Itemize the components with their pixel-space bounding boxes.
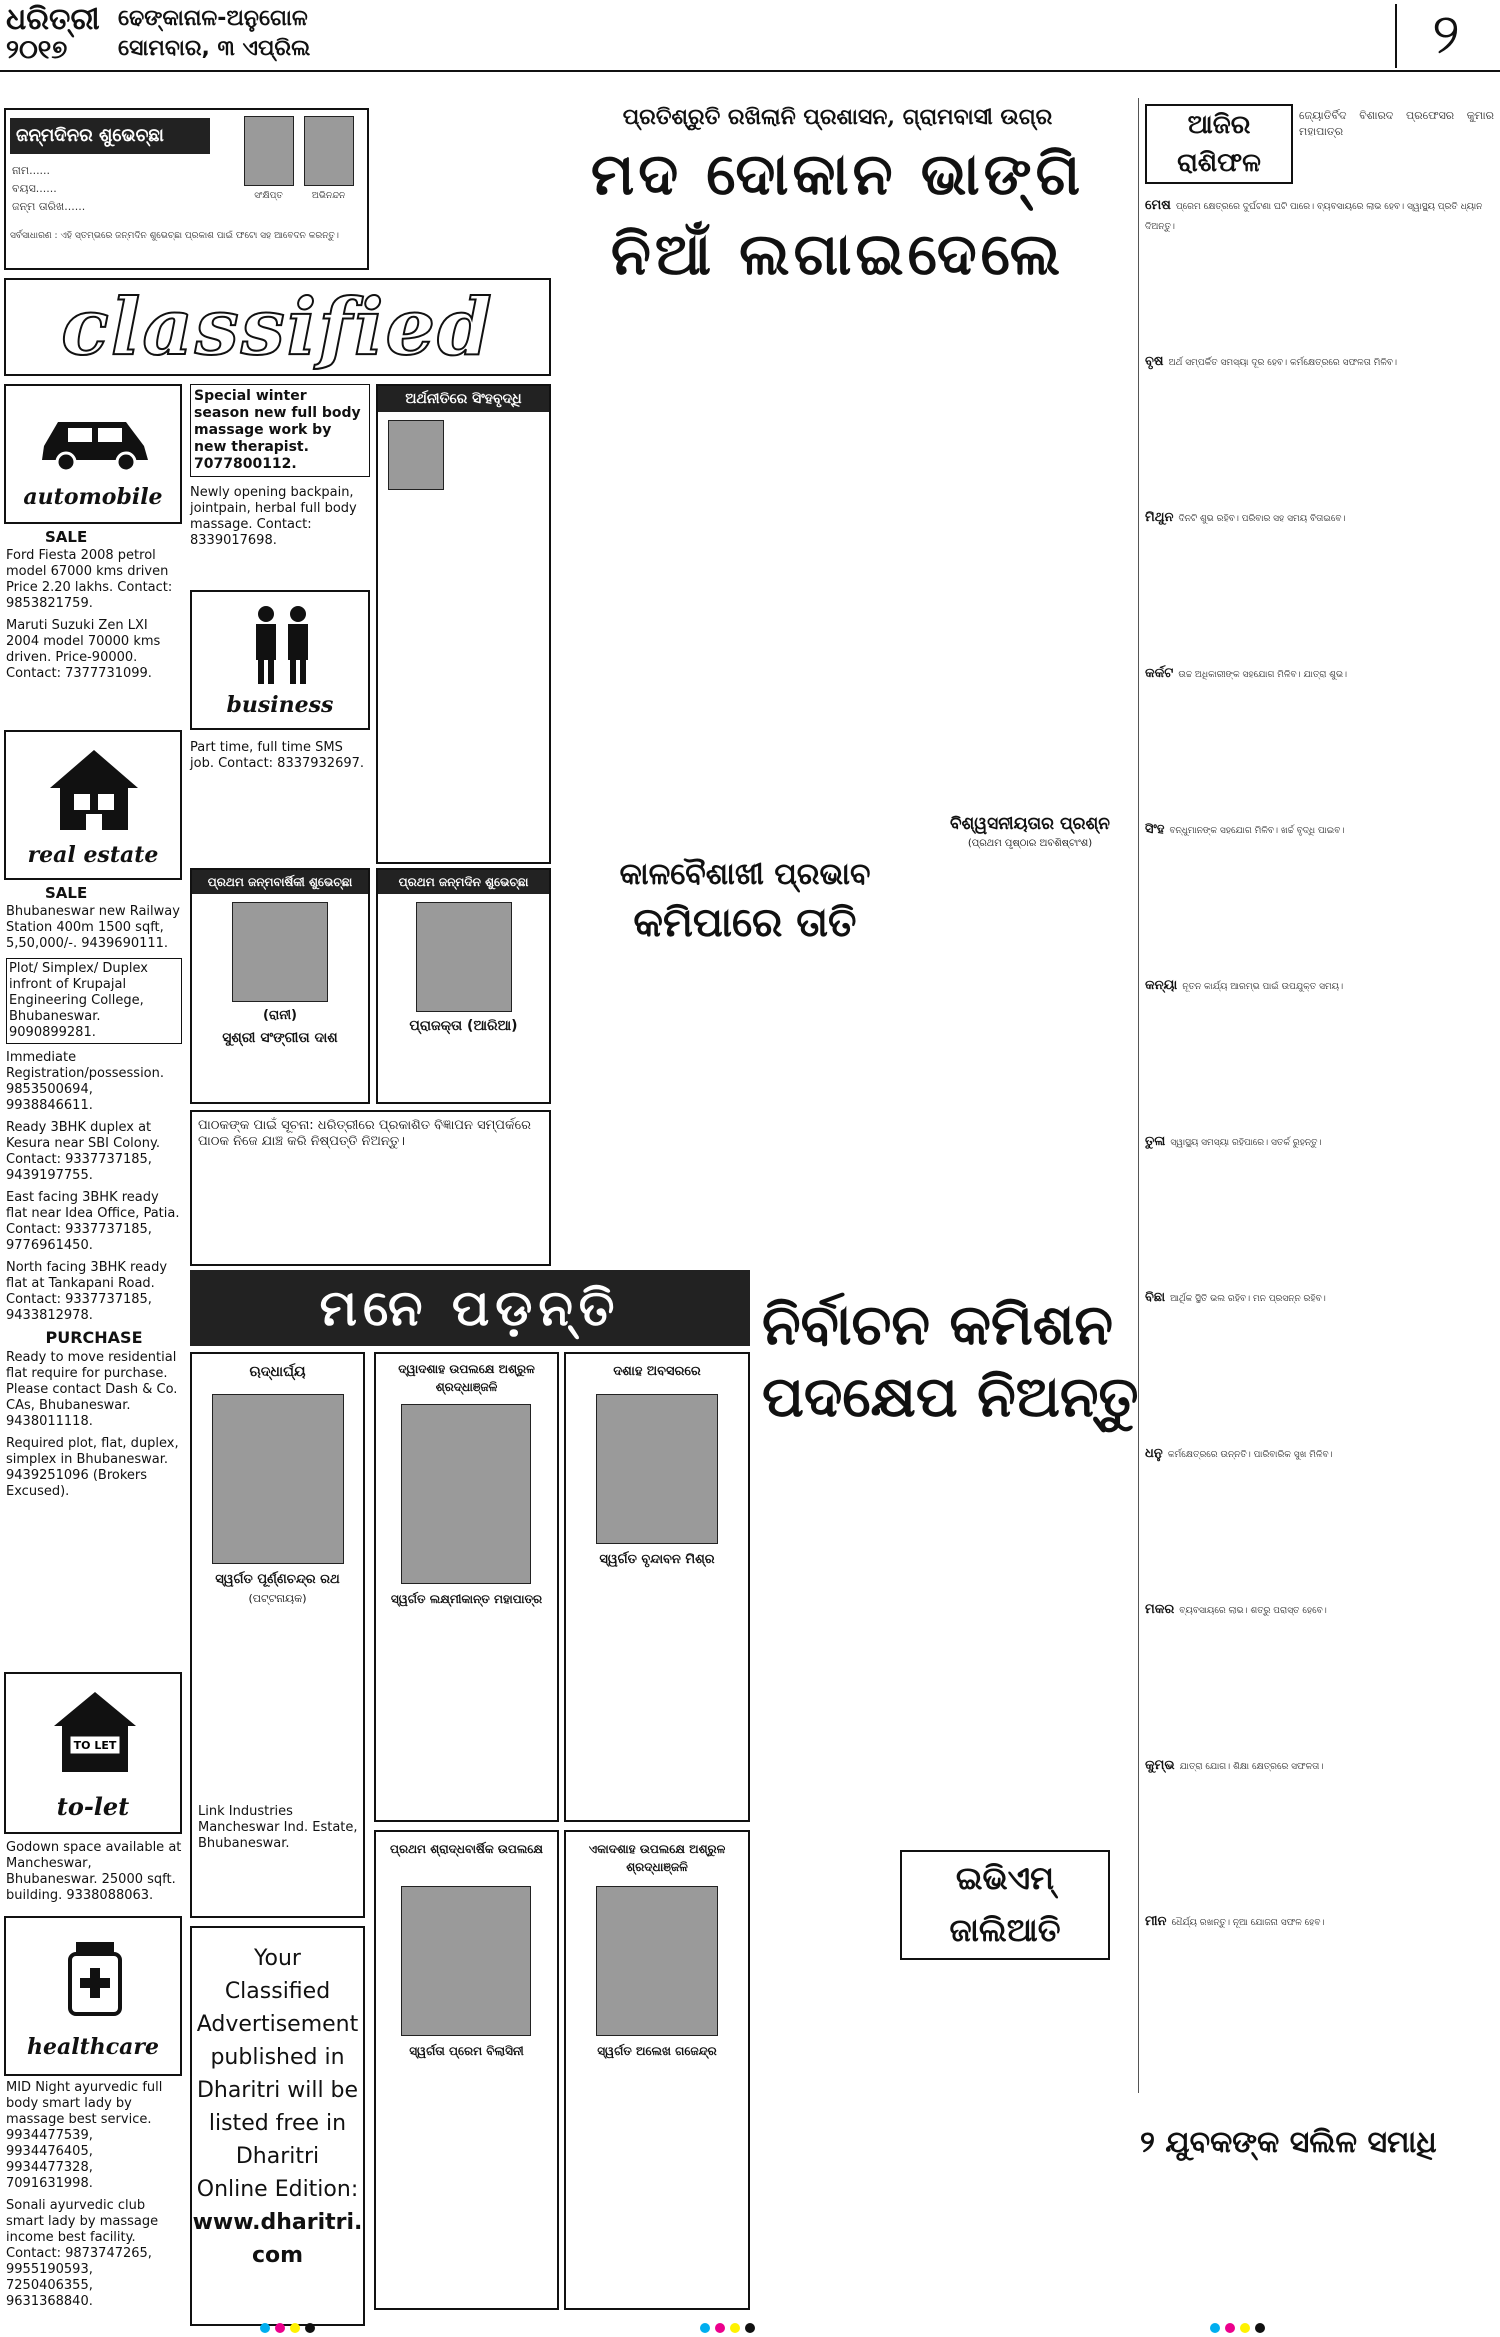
economy-ad-photo <box>388 420 444 490</box>
sign-libra <box>1145 1130 1495 1280</box>
free-ad-l5: Dharitri will be <box>196 2078 359 2103</box>
weather-kicker: କାଳବୈଶାଖୀ ପ୍ରଭାବ <box>619 857 871 892</box>
sign-taurus-name: ବୃଷ <box>1145 354 1164 369</box>
memorial-5-photo <box>596 1886 718 2036</box>
business-box <box>190 590 370 730</box>
memorial-1-tag: ଋଦ୍ଧାର୍ଘ୍ୟ <box>249 1364 306 1380</box>
photo-caption-1: ସଂକ୍ଷିପ୍ତ <box>254 191 283 201</box>
economy-ad-box <box>376 384 551 864</box>
free-ad-url-1[interactable]: www.dharitri. <box>192 2210 363 2235</box>
medicine-icon <box>50 1932 140 2022</box>
auto-ad-1: Ford Fiesta 2008 petrol model 67000 kms driven Price 2.20 lakhs. Contact: 9853821759. <box>6 548 173 611</box>
memorial-4-text <box>382 2068 552 2298</box>
memorial-1-ad: Link Industries Mancheswar Ind. Estate, Bhubaneswar. <box>198 1804 358 1851</box>
sign-aries-name: ମେଷ <box>1145 198 1171 213</box>
page-number: ୨ <box>1395 4 1495 68</box>
memorial-3-name: ସ୍ୱର୍ଗତ ବୃନ୍ଦାବନ ମିଶ୍ର <box>599 1552 715 1567</box>
re-ad-6: North facing 3BHK ready flat at Tankapani Road. Contact: 9337737185, 9433812978. <box>6 1260 168 1323</box>
to-let-box <box>4 1672 182 1834</box>
health-ads <box>6 2080 182 2309</box>
memorial-2-text <box>382 1616 552 1816</box>
sign-cancer-name: କର୍କଟ <box>1145 666 1174 681</box>
economy-ad-snippet <box>448 420 546 490</box>
sign-libra-name: ତୁଳା <box>1145 1134 1166 1149</box>
col2-ad-1: Special winter season new full body massage work by new therapist. 7077800112. <box>190 384 370 477</box>
lead-kicker: ପ୍ରତିଶ୍ରୁତି ରଖିଲାନି ପ୍ରଶାସନ, ଗ୍ରାମବାସୀ ଉଗ୍ର <box>622 104 1053 130</box>
memorial-2-name: ସ୍ୱର୍ଗତ ଲକ୍ଷ୍ମୀକାନ୍ତ ମହାପାତ୍ର <box>390 1592 543 1606</box>
classified-banner: classified <box>4 278 551 376</box>
purchase-heading: PURCHASE <box>45 1328 143 1347</box>
sign-leo-name: ସିଂହ <box>1145 822 1165 837</box>
automobile-box <box>4 384 182 524</box>
field-age: ବୟସ...... <box>12 182 57 195</box>
sign-gemini-name: ମିଥୁନ <box>1145 510 1174 525</box>
car-icon <box>36 400 154 470</box>
memorial-3-photo <box>596 1394 718 1544</box>
memorial-1-name: ସ୍ୱର୍ଗତ ପୂର୍ଣ୍ଣଚନ୍ଦ୍ର ରଥ <box>215 1572 340 1587</box>
memorial-4-tag: ପ୍ରଥମ ଶ୍ରାଦ୍ଧବାର୍ଷିକ ଉପଲକ୍ଷେ <box>390 1842 543 1856</box>
sign-virgo-text: ନୂତନ କାର୍ଯ୍ୟ ଆରମ୍ଭ ପାଇଁ ଉପଯୁକ୍ତ ସମୟ। <box>1182 982 1344 992</box>
free-ad-l1: Your <box>254 1946 301 1971</box>
sale-heading-1: SALE <box>45 528 88 546</box>
sign-cancer-text: ଉଚ୍ଚ ଅଧିକାରୀଙ୍କ ସହଯୋଗ ମିଳିବ। ଯାତ୍ରା ଶୁଭ। <box>1178 670 1348 680</box>
sign-taurus-text: ଅର୍ଥ ସମ୍ପର୍କିତ ସମସ୍ୟା ଦୂର ହେବ। କର୍ମକ୍ଷେତ୍ରରେ ସଫଳତା ମିଳିବ। <box>1168 358 1398 368</box>
registration-marks-1 <box>260 2318 320 2332</box>
first-birthday-title-1: ପ୍ରଥମ ଜନ୍ମବାର୍ଷିକୀ ଶୁଭେଚ୍ଛା <box>192 870 368 894</box>
horoscope-list <box>1145 194 1495 2074</box>
evm-line-1: ଇଭିଏମ୍ <box>955 1859 1055 1897</box>
child-name-1: ସୁଶ୍ରୀ ସଂଙ୍ଗୀତା ଦାଶ <box>222 1030 338 1046</box>
memorial-5-name: ସ୍ୱର୍ଗତ ଅଲେଖ ଗଜେନ୍ଦ୍ର <box>597 2044 717 2058</box>
child-photo-2 <box>416 902 512 1012</box>
memorial-5-tag: ଏକାଦଶାହ ଉପଲକ୍ଷେ ଅଶ୍ରୁଳ ଶ୍ରଦ୍ଧାଞ୍ଜଳି <box>588 1842 726 1874</box>
registration-marks-2 <box>700 2318 760 2332</box>
free-ad-l4: published in <box>210 2045 345 2070</box>
sign-leo <box>1145 818 1495 968</box>
first-birthday-title-2: ପ୍ରଥମ ଜନ୍ମଦିନ ଶୁଭେଚ୍ଛା <box>378 870 549 894</box>
lead-headline-2: ନିଆଁ ଲଗାଇଦେଲେ <box>610 220 1065 288</box>
drown-story-body <box>1142 2170 1496 2310</box>
to-let-house-icon <box>50 1686 140 1776</box>
date-label: ସୋମବାର, ୩ ଏପ୍ରିଲ <box>118 36 311 61</box>
weather-headline: କମିପାରେ ତାତି <box>633 899 857 946</box>
col2-ad-3: Part time, full time SMS job. Contact: 8337932697. <box>190 740 365 771</box>
masthead-rule <box>0 70 1500 72</box>
registration-marks-3 <box>1210 2318 1270 2332</box>
re-ad-4: Ready 3BHK duplex at Kesura near SBI Colony. Contact: 9337737185, 9439197755. <box>6 1120 160 1183</box>
horoscope-title <box>1145 104 1293 184</box>
sign-aquarius <box>1145 1754 1495 1904</box>
memorial-2 <box>374 1352 559 1822</box>
birthday-note: ସର୍ବସାଧାରଣ : ଏହି ସ୍ତମ୍ଭରେ ଜନ୍ମଦିନ ଶୁଭେଚ୍ଛା ପ୍ରକାଶ ପାଇଁ ଫଟୋ ସହ ଆବେଦନ କରନ୍ତୁ। <box>10 231 339 241</box>
sign-sagittarius-name: ଧନୁ <box>1145 1446 1163 1461</box>
economy-ad-title: ଅର୍ଥନୀତିରେ ସିଂହବୃଦ୍ଧି <box>378 386 549 412</box>
sign-sagittarius <box>1145 1442 1495 1592</box>
memorial-1-photo <box>212 1394 344 1564</box>
col2-ad-2: Newly opening backpain, jointpain, herbal full body massage. Contact: 8339017698. <box>190 485 357 548</box>
sign-scorpio-name: ବିଛା <box>1145 1290 1166 1305</box>
free-ad-l8: Online Edition: <box>196 2177 359 2202</box>
birthday-box <box>4 108 369 270</box>
drown-headline: ୨ ଯୁବକଙ୍କ ସଲିଳ ସମାଧି <box>1140 2125 1437 2160</box>
logo-text: ଧରିତ୍ରୀ <box>6 2 100 37</box>
memorial-5 <box>564 1830 750 2310</box>
memorial-3 <box>564 1352 750 1822</box>
sign-pisces-name: ମୀନ <box>1145 1914 1167 1929</box>
birthday-photo-2 <box>304 116 354 186</box>
child-photo-1 <box>232 902 328 1002</box>
automobile-label: automobile <box>23 484 163 510</box>
lead-headline-1: ମଦ ଦୋକାନ ଭାଙ୍ଗି <box>590 140 1085 208</box>
free-ad-url-2[interactable]: com <box>251 2243 304 2268</box>
free-ad-l3: Advertisement <box>196 2012 359 2037</box>
memorial-4-name: ସ୍ୱର୍ଗତା ପ୍ରେମ ବିଲାସିନୀ <box>409 2044 524 2058</box>
purchase-ad-1: Ready to move residential flat require for purchase. Please contact Dash & Co. CAs, Bhubaneswar. 9438011118. <box>6 1350 178 1429</box>
sign-taurus <box>1145 350 1495 500</box>
sign-gemini-text: ଦିନଟି ଶୁଭ ରହିବ। ପରିବାର ସହ ସମୟ ବିତାଇବେ। <box>1178 514 1346 524</box>
free-ad-text <box>192 1942 363 2322</box>
ec-headline-1: ନିର୍ବାଚନ କମିଶନ <box>762 1292 1113 1358</box>
memorial-2-photo <box>401 1404 531 1584</box>
sign-cancer <box>1145 662 1495 812</box>
weather-story-body <box>562 960 928 1260</box>
horoscope-column <box>1138 98 1500 2093</box>
auto-ad-2: Maruti Suzuki Zen LXI 2004 model 70000 kms driven. Price-90000. Contact: 7377731099. <box>6 618 161 681</box>
sign-virgo <box>1145 974 1495 1124</box>
sign-aquarius-name: କୁମ୍ଭ <box>1145 1758 1175 1773</box>
photo-caption-2: ଅଭିନନ୍ଦନ <box>311 191 346 201</box>
memorial-4 <box>374 1830 559 2310</box>
sign-capricorn-name: ମକର <box>1145 1602 1175 1617</box>
free-ad-l2: Classified <box>224 1979 331 2004</box>
sign-pisces-text: ଧୈର୍ଯ୍ୟ ରଖନ୍ତୁ। ନୂଆ ଯୋଜନା ସଫଳ ହେବ। <box>1171 1918 1325 1928</box>
re-ad-5: East facing 3BHK ready flat near Idea Office, Patia. Contact: 9337737185, 9776961450. <box>6 1190 180 1253</box>
field-name: ନାମ...... <box>12 164 51 177</box>
healthcare-label: healthcare <box>27 2034 159 2060</box>
house-icon <box>44 744 144 834</box>
first-birthday-box-1 <box>190 868 370 1104</box>
sign-sagittarius-text: କର୍ମକ୍ଷେତ୍ରରେ ଉନ୍ନତି। ପାରିବାରିକ ସୁଖ ମିଳିବ। <box>1167 1450 1333 1460</box>
child-nick-1: (ରାନୀ) <box>262 1008 297 1023</box>
sign-libra-text: ସ୍ୱାସ୍ଥ୍ୟ ସମସ୍ୟା ରହିପାରେ। ସତର୍କ ରୁହନ୍ତୁ। <box>1170 1138 1322 1148</box>
health-ad-1: MID Night ayurvedic full body smart lady by massage best service. 9934477539, 9934476405, 9934477328, 7091631998. <box>6 2080 163 2191</box>
memorial-banner: ମନେ ପଡ଼ନ୍ତି <box>190 1270 750 1346</box>
health-ad-2: Sonali ayurvedic club smart lady by massage income best facility. Contact: 9873747265, 9955190593, 7250406355, 9631368840. <box>6 2198 159 2309</box>
free-ad-l6: listed free in <box>208 2111 347 2136</box>
trust-sub: (ପ୍ରଥମ ପୃଷ୍ଠାର ଅବଶିଷ୍ଟାଂଶ) <box>967 838 1093 849</box>
real-estate-box <box>4 730 182 880</box>
memorial-4-photo <box>401 1886 531 2036</box>
evm-box <box>900 1850 1110 1960</box>
sign-scorpio <box>1145 1286 1495 1436</box>
birthday-photo-1 <box>244 116 294 186</box>
business-label: business <box>226 692 334 718</box>
horoscope-title-1: ଆଜିର <box>1187 110 1251 140</box>
child-name-2: ପ୍ରାଜକ୍ତା (ଆରିଆ) <box>409 1018 518 1034</box>
first-birthday-box-2 <box>376 868 551 1104</box>
sign-leo-text: ବନ୍ଧୁମାନଙ୍କ ସହଯୋଗ ମିଳିବ। ଖର୍ଚ୍ଚ ବୃଦ୍ଧି ପାଇବ। <box>1169 826 1345 836</box>
field-dob: ଜନ୍ମ ତାରିଖ...... <box>12 200 86 213</box>
free-ad-box <box>190 1926 365 2326</box>
masthead-info <box>118 4 538 66</box>
sign-capricorn <box>1145 1598 1495 1748</box>
sign-aries <box>1145 194 1495 344</box>
sign-capricorn-text: ବ୍ୟବସାୟରେ ଲାଭ। ଶତ୍ରୁ ପରାସ୍ତ ହେବେ। <box>1179 1606 1327 1616</box>
to-let-label: to-let <box>56 1792 130 1821</box>
memorial-3-tag: ଦଶାହ ଅବସରରେ <box>613 1364 701 1379</box>
col2-ads <box>190 384 370 584</box>
real-estate-ads <box>6 904 182 1499</box>
re-ad-3: Immediate Registration/possession. 9853500694, 9938846611. <box>6 1050 165 1113</box>
free-ad-l7: Dharitri <box>235 2144 320 2169</box>
masthead-logo <box>6 4 106 66</box>
sign-aries-text: ପ୍ରେମ କ୍ଷେତ୍ରରେ ଦୁର୍ଘଟଣା ଘଟି ପାରେ। ବ୍ୟବସାୟରେ ଲାଭ ହେବ। ସ୍ୱାସ୍ଥ୍ୟ ପ୍ରତି ଧ୍ୟାନ ଦିଅନ୍ତୁ। <box>1145 202 1483 232</box>
sign-aquarius-text: ଯାତ୍ରା ଯୋଗ। ଶିକ୍ଷା କ୍ଷେତ୍ରରେ ସଫଳତା। <box>1179 1762 1324 1772</box>
svg-text:TO LET: TO LET <box>73 1739 117 1752</box>
horoscope-author: ଜ୍ୟୋତିର୍ବିଦ ବିଶାରଦ ପ୍ରଫେସର କୁମାର ମହାପାତ୍ର <box>1299 109 1494 138</box>
memorial-3-text <box>572 1576 744 1816</box>
ec-headline-2: ପଦକ୍ଷେପ ନିଅନ୍ତୁ <box>762 1364 1139 1430</box>
memorial-2-tag: ଦ୍ୱାଦଶାହ ଉପଲକ୍ଷେ ଅଶ୍ରୁଳ ଶ୍ରଦ୍ଧାଞ୍ଜଳି <box>398 1362 535 1394</box>
memorial-5-text <box>572 2068 744 2298</box>
sign-pisces <box>1145 1910 1495 2060</box>
business-people-icon <box>240 602 324 686</box>
sale-heading-2: SALE <box>45 884 88 902</box>
to-let-ads: Godown space available at Mancheswar, Bhubaneswar. 25000 sqft. building. 9338088063. <box>6 1840 182 1903</box>
birthday-title: ଜନ୍ମଦିନର ଶୁଭେଚ୍ଛା <box>10 118 210 154</box>
sign-virgo-name: କନ୍ୟା <box>1145 978 1178 993</box>
memorial-1-text <box>198 1616 358 1796</box>
auto-ads <box>6 548 182 728</box>
edition-label: ଢେଙ୍କାନାଳ-ଅନୁଗୋଳ <box>118 6 308 31</box>
memorial-1-nick: (ପଟ୍ଟନାୟକ) <box>248 1592 307 1605</box>
re-ad-1: Bhubaneswar new Railway Station 400m 1500 sqft, 5,50,000/-. 9439690111. <box>6 904 180 951</box>
memorial-1 <box>190 1352 365 1918</box>
horoscope-title-2: ରାଶିଫଳ <box>1177 148 1261 178</box>
trust-headline: ବିଶ୍ୱସନୀୟତାର ପ୍ରଶ୍ନ <box>950 814 1110 834</box>
healthcare-box <box>4 1916 182 2076</box>
sign-gemini <box>1145 506 1495 656</box>
real-estate-label: real estate <box>27 842 159 868</box>
re-ad-2: Plot/ Simplex/ Duplex infront of Krupajal Engineering College, Bhubaneswar. 9090899281. <box>6 958 182 1044</box>
sign-scorpio-text: ଆର୍ଥିକ ସ୍ଥିତି ଭଲ ରହିବ। ମନ ପ୍ରସନ୍ନ ରହିବ। <box>1170 1294 1326 1304</box>
birthday-fields <box>12 162 212 222</box>
masthead-year: ୨୦୧୭ <box>6 35 68 65</box>
reader-notice: ପାଠକଙ୍କ ପାଇଁ ସୂଚନା: ଧରିତ୍ରୀରେ ପ୍ରକାଶିତ ବିଜ୍ଞାପନ ସମ୍ପର୍କରେ ପାଠକ ନିଜେ ଯାଞ୍ଚ କରି ନିଷ୍ପତ୍ତି ନିଅନ୍ତୁ। <box>190 1110 551 1266</box>
evm-line-2: ଜାଲିଆତି <box>949 1911 1061 1949</box>
lead-story-body <box>562 300 1112 820</box>
purchase-ad-2: Required plot, flat, duplex, simplex in Bhubaneswar. 9439251096 (Brokers Excused). <box>6 1436 179 1499</box>
